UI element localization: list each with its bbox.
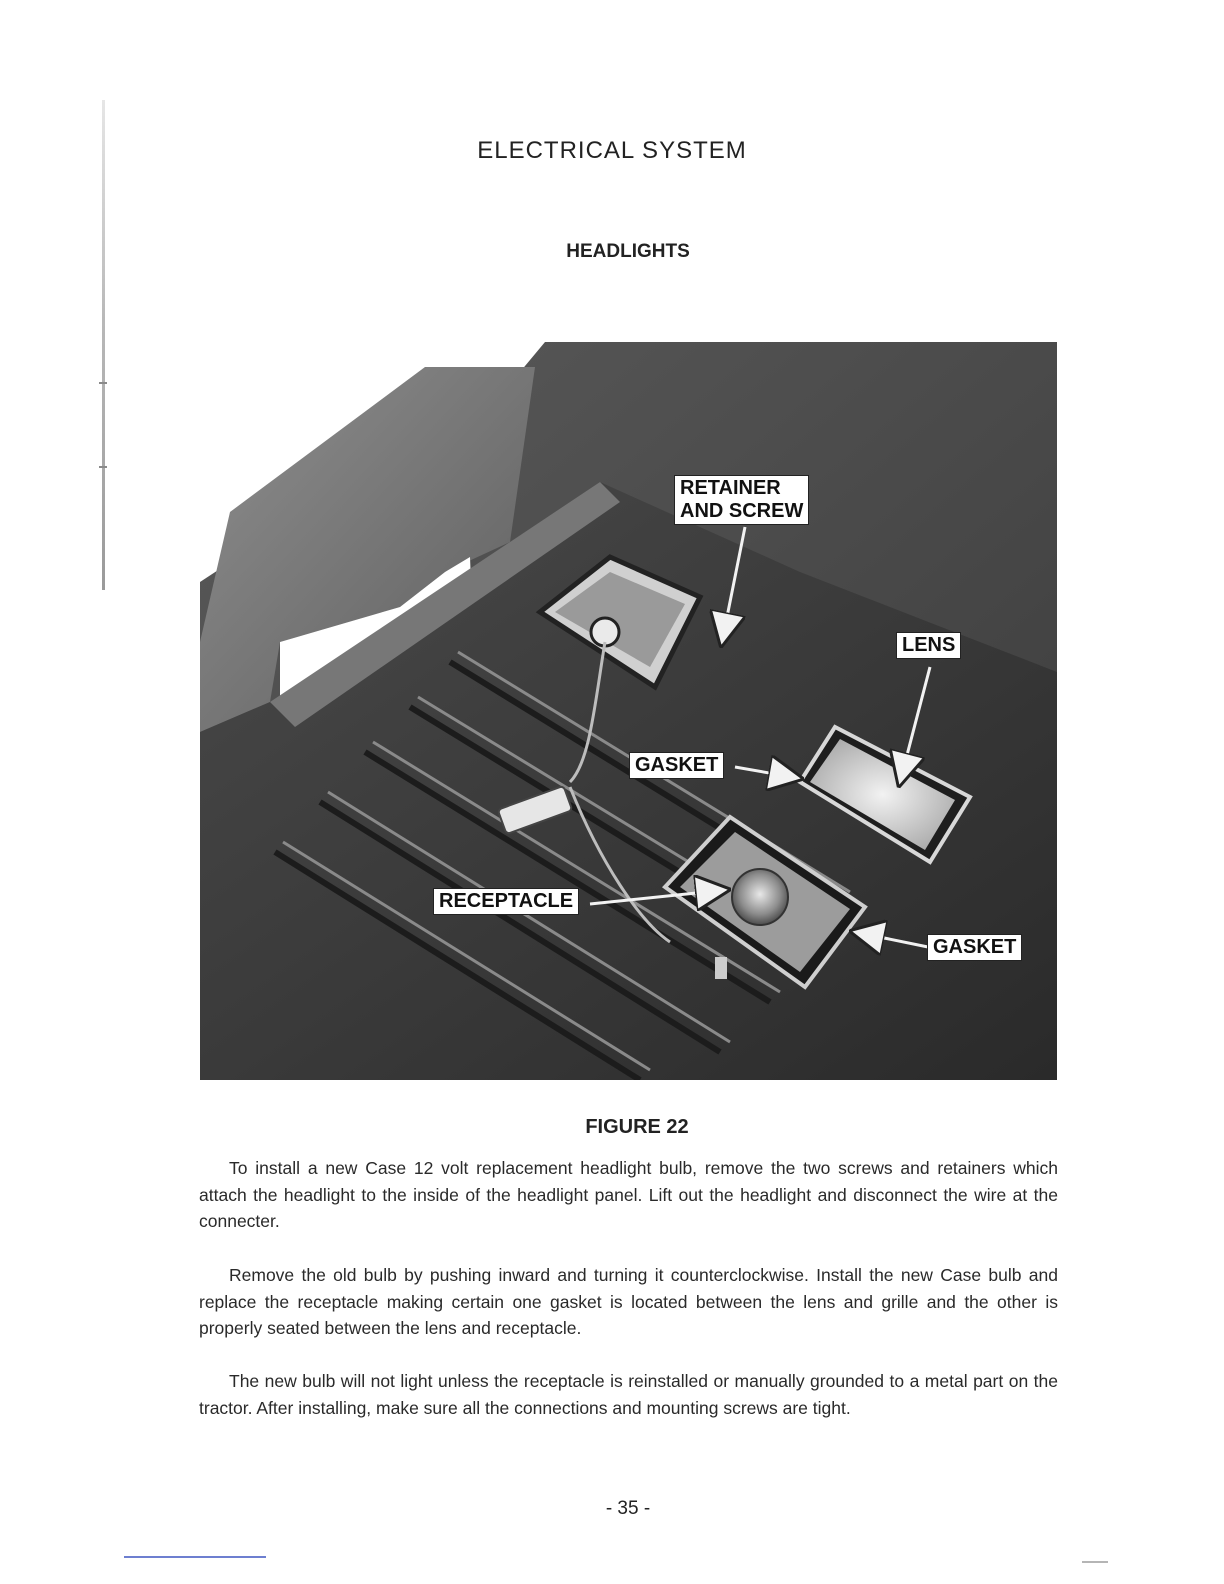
- callout-receptacle: RECEPTACLE: [433, 888, 579, 915]
- binding-edge-tick: [99, 466, 107, 468]
- footer-mark: [1082, 1561, 1108, 1563]
- body-paragraph: Remove the old bulb by pushing inward and turning it counterclockwise. Install the new Case bulb and replace the receptacle making certain one gasket is located between the lens and grille and the other is properly seated between the lens and receptacle.: [199, 1265, 1058, 1338]
- page-number: - 35 -: [605, 1498, 651, 1519]
- figure-caption: FIGURE 22: [585, 1116, 689, 1138]
- body-paragraph: The new bulb will not light unless the receptacle is reinstalled or manually grounded to a metal part on the tractor. After installing, make sure all the connections and mounting screws are tight.: [199, 1371, 1058, 1418]
- callout-retainer-and-screw: RETAINER AND SCREW: [674, 475, 809, 525]
- binding-edge-tick: [99, 382, 107, 384]
- callout-gasket-lower: GASKET: [927, 934, 1022, 961]
- headlight-assembly-photo: [200, 342, 1057, 1080]
- subsection-title: HEADLIGHTS: [566, 241, 690, 262]
- binding-edge-rule: [102, 100, 105, 590]
- body-paragraph: To install a new Case 12 volt replacement headlight bulb, remove the two screws and retainers which attach the headlight to the inside of the headlight panel. Lift out the headlight and disconnect the wire at the connecter.: [199, 1158, 1058, 1231]
- callout-lens: LENS: [896, 632, 961, 659]
- callout-gasket-upper: GASKET: [629, 752, 724, 779]
- footer-rule: [124, 1556, 266, 1558]
- section-title: ELECTRICAL SYSTEM: [477, 137, 747, 164]
- headlight-photo-illustration: [200, 342, 1057, 1080]
